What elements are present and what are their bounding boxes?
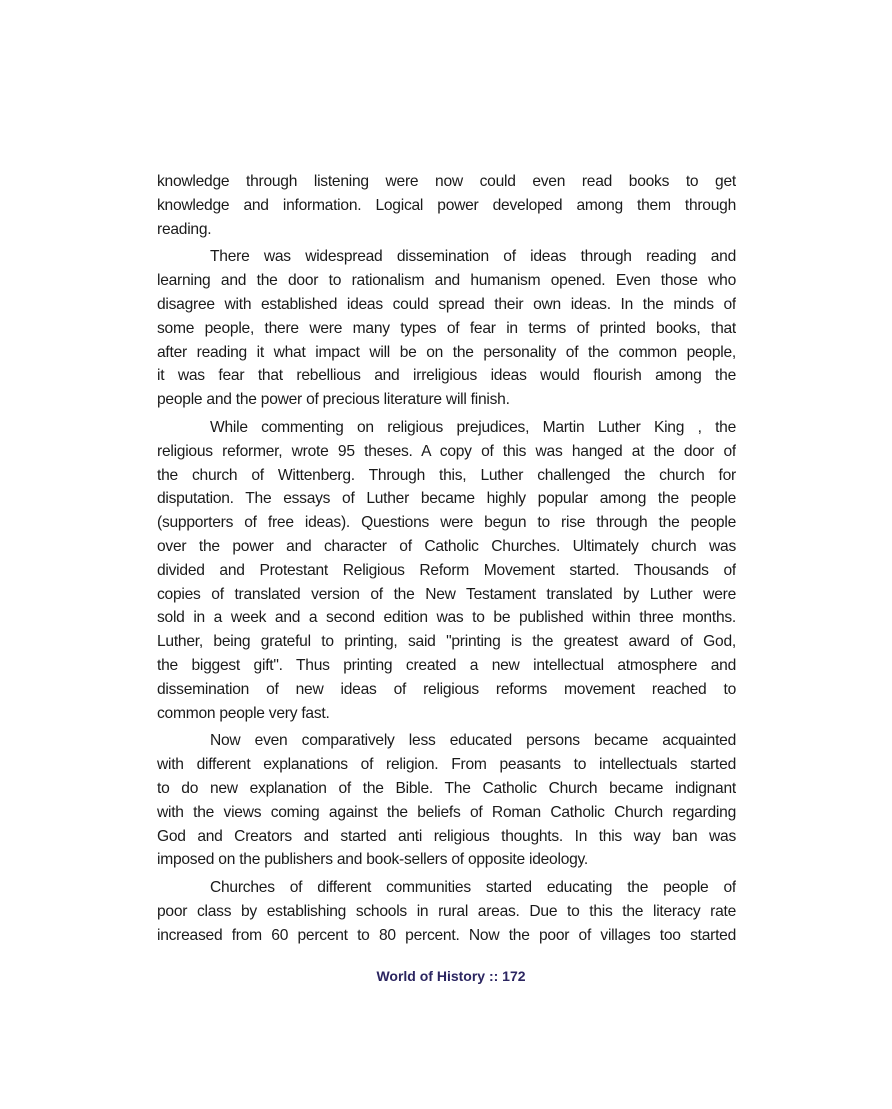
text-line: disagree with established ideas could spread their own ideas. In the minds of [157,295,736,313]
text-line: Now even comparatively less educated persons became acquainted [210,732,736,750]
text-line: common people very fast. [157,704,330,722]
text-line: the church of Wittenberg. Through this, Luther challenged the church for [157,466,736,484]
paragraph [157,416,736,725]
text-line: with different explanations of religion. From peasants to intellectuals started [157,756,736,774]
text-line: increased from 60 percent to 80 percent. Now the poor of villages too started [157,926,736,944]
text-line: learning and the door to rationalism and humanism opened. Even those who [157,272,736,290]
page-footer: World of History :: 172 [376,968,526,984]
text-line: people and the power of precious literature will finish. [157,391,510,409]
text-line: While commenting on religious prejudices, Martin Luther King , the [210,418,736,436]
text-line: poor class by establishing schools in rural areas. Due to this the literacy rate [157,902,736,920]
text-line: to do new explanation of the Bible. The Catholic Church became indignant [157,779,736,797]
text-line: with the views coming against the beliefs of Roman Catholic Church regarding [157,803,736,821]
text-line: sold in a week and a second edition was to be published within three months. [157,609,736,627]
text-line: (supporters of free ideas). Questions were begun to rise through the people [157,514,736,532]
page-body [157,170,736,952]
text-line: copies of translated version of the New Testament translated by Luther were [157,585,736,603]
text-line: divided and Protestant Religious Reform Movement started. Thousands of [157,561,736,579]
text-line: Luther, being grateful to printing, said "printing is the greatest award of God, [157,633,736,651]
text-line: it was fear that rebellious and irreligious ideas would flourish among the [157,367,736,385]
text-line: some people, there were many types of fear in terms of printed books, that [157,319,736,337]
text-line: There was widespread dissemination of ideas through reading and [210,248,736,266]
paragraph [157,729,736,872]
text-line: knowledge and information. Logical power developed among them through [157,196,736,214]
text-line: dissemination of new ideas of religious reforms movement reached to [157,680,736,698]
text-line: over the power and character of Catholic Churches. Ultimately church was [157,537,736,555]
paragraph [157,245,736,412]
text-line: reading. [157,220,212,238]
text-line: after reading it what impact will be on the personality of the common people, [157,343,736,361]
text-line: knowledge through listening were now could even read books to get [157,173,736,190]
paragraph [157,170,736,241]
paragraph [157,876,736,947]
text-line: the biggest gift". Thus printing created a new intellectual atmosphere and [157,656,736,674]
text-line: Churches of different communities started educating the people of [210,879,736,897]
text-line: religious reformer, wrote 95 theses. A copy of this was hanged at the door of [157,442,736,460]
text-line: imposed on the publishers and book-sellers of opposite ideology. [157,851,589,869]
text-line: God and Creators and started anti religious thoughts. In this way ban was [157,827,736,845]
text-line: disputation. The essays of Luther became highly popular among the people [157,490,736,508]
